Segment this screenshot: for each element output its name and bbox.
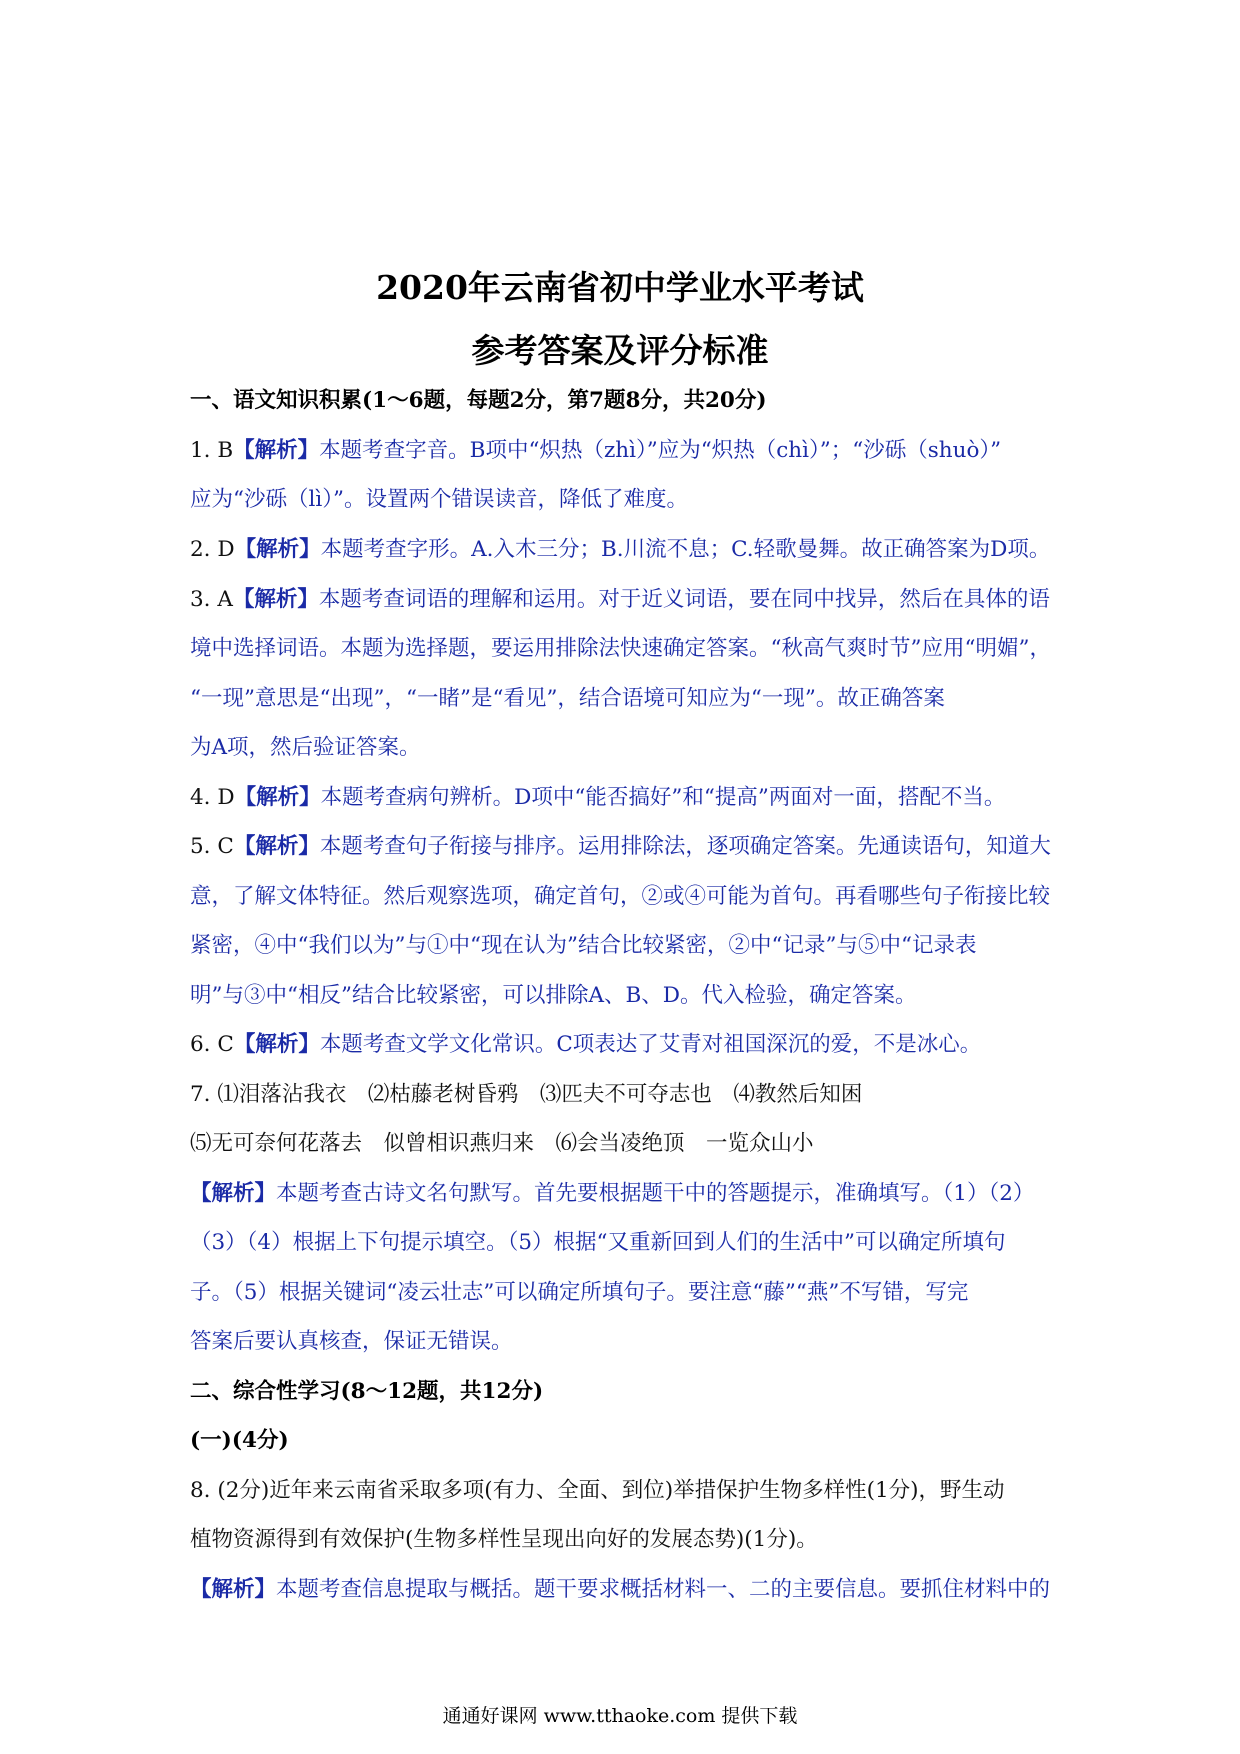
q6-line-1 [190,1030,1060,1060]
q3-number: 3. A [190,587,233,612]
section-heading-1: 一、语文知识积累(1～6题，每题2分，第7题8分，共20分) [190,388,767,413]
q7-analysis-tag: 【解析】 [190,1181,277,1206]
q1-analysis-tag: 【解析】 [233,438,320,463]
q7-answer-line-2: ⑸无可奈何花落去 似曾相识燕归来 ⑹会当凌绝顶 一览众山小 [190,1131,814,1156]
q5-text-1: 本题考查句子衔接与排序。运用排除法，逐项确定答案。先通读语句，知道大 [319,834,1051,859]
q5-number: 5. C [190,834,234,859]
q3-line-2: 境中选择词语。本题为选择题，要运用排除法快速确定答案。“秋高气爽时节”应用“明媚”， [190,636,1051,661]
q2-number: 2. D [190,537,235,562]
q6-text-1: 本题考查文学文化常识。C项表达了艾青对祖国深沉的爱，不是冰心。 [319,1032,982,1057]
q7-analysis-line-1 [190,1179,1060,1209]
q3-line-3: “一现”意思是“出现”，“一睹”是“看见”，结合语境可知应为“一现”。故正确答案 [190,686,945,711]
q6-analysis-tag: 【解析】 [233,1032,320,1057]
q7-analysis-line-3: 子。（5）根据关键词“凌云壮志”可以确定所填句子。要注意“藤”“燕”不写错，写完 [190,1280,969,1305]
q2-text-1: 本题考查字形。A.入木三分；B.川流不息；C.轻歌曼舞。故正确答案为D项。 [320,537,1051,562]
q7-analysis-line-2: （3）（4）根据上下句提示填空。（5）根据“又重新回到人们的生活中”可以确定所填句 [190,1230,1006,1255]
q5-line-4: 明”与③中“相反”结合比较紧密，可以排除A、B、D。代入检验，确定答案。 [190,983,917,1008]
q7-answer-line-1: 7. ⑴泪落沾我衣 ⑵枯藤老树昏鸦 ⑶匹夫不可夺志也 ⑷教然后知困 [190,1082,863,1107]
section-heading-2: 二、综合性学习(8～12题，共12分) [190,1379,544,1404]
q2-line-1 [190,535,1060,565]
q5-line-3: 紧密，④中“我们以为”与①中“现在认为”结合比较紧密，②中“记录”与⑤中“记录表 [190,933,977,958]
q4-text-1: 本题考查病句辨析。D项中“能否搞好”和“提高”两面对一面，搭配不当。 [320,785,1006,810]
q8-text-1: 本题考查信息提取与概括。题干要求概括材料一、二的主要信息。要抓住材料中的 [276,1577,1051,1602]
q3-line-4: 为A项，然后验证答案。 [190,735,421,760]
q6-number: 6. C [190,1032,234,1057]
q3-line-1 [190,585,1060,615]
q8-analysis-tag: 【解析】 [190,1577,277,1602]
q2-analysis-tag: 【解析】 [234,537,321,562]
q7-analysis-line-4: 答案后要认真核查，保证无错误。 [190,1329,513,1354]
q1-text-1: 本题考查字音。B项中“炽热（zhì）”应为“炽热（chì）”；“沙砾（shuò）” [319,438,1002,463]
q1-number: 1. B [190,438,234,463]
q5-analysis-tag: 【解析】 [233,834,320,859]
q8-analysis-line-1 [190,1575,1060,1605]
q4-number: 4. D [190,785,235,810]
q4-line-1 [190,783,1060,813]
q8-answer-line-2: 植物资源得到有效保护(生物多样性呈现出向好的发展态势)(1分)。 [190,1527,818,1552]
q3-analysis-tag: 【解析】 [232,587,319,612]
q3-text-1: 本题考查词语的理解和运用。对于近义词语，要在同中找异，然后在具体的语 [318,587,1050,612]
q8-answer-line-1: 8. (2分)近年来云南省采取多项(有力、全面、到位)举措保护生物多样性(1分)，野生动 [190,1478,1005,1503]
q1-line-2: 应为“沙砾（lì）”。设置两个错误读音，降低了难度。 [190,487,688,512]
q1-line-1 [190,436,1060,466]
q7-text-1: 本题考查古诗文名句默写。首先要根据题干中的答题提示，准确填写。（1）（2） [276,1181,1035,1206]
q4-analysis-tag: 【解析】 [234,785,321,810]
q5-line-1 [190,832,1060,862]
page-title: 2020年云南省初中学业水平考试 [376,268,864,307]
q5-line-2: 意，了解文体特征。然后观察选项，确定首句，②或④可能为首句。再看哪些句子衔接比较 [190,884,1051,909]
part-heading-1: (一)(4分) [190,1428,289,1453]
page-subtitle: 参考答案及评分标准 [471,331,769,370]
page-footer: 通通好课网 www.tthaoke.com 提供下载 [442,1705,798,1727]
